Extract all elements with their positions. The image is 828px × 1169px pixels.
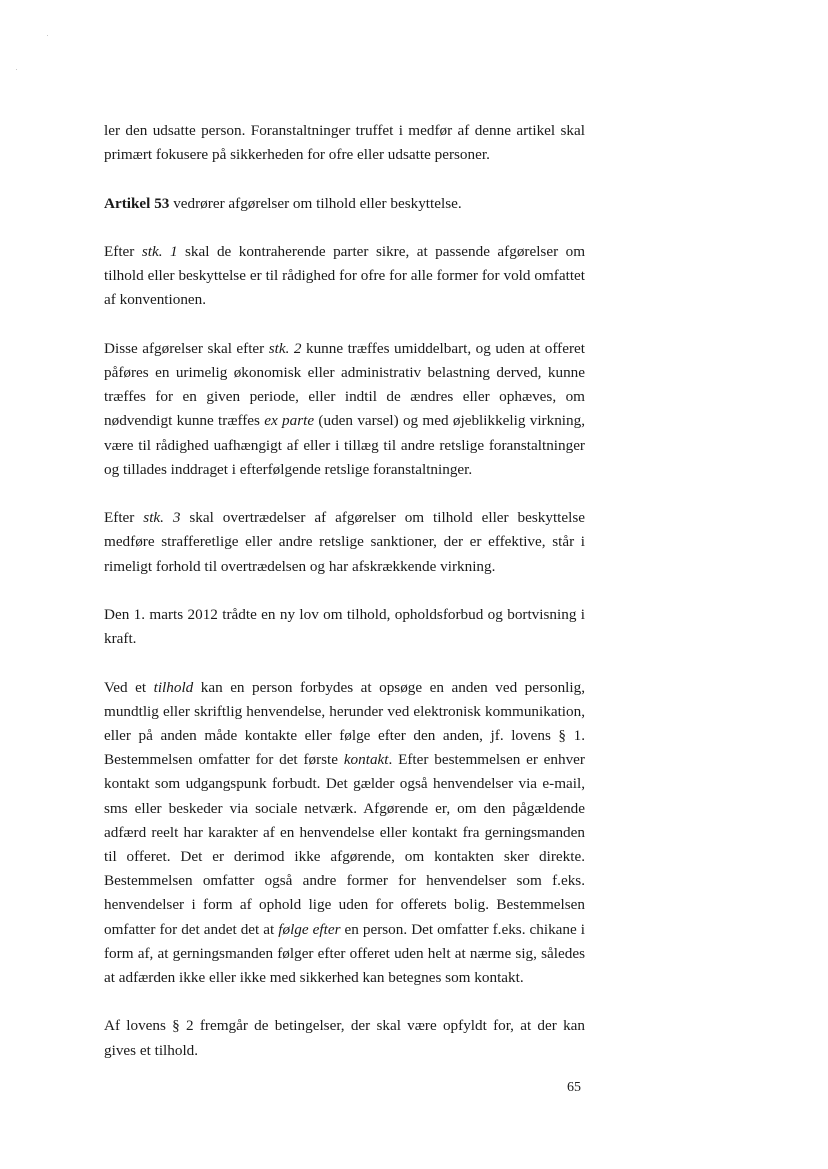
- paragraph-2: [104, 192, 585, 216]
- paragraph-4-text: kunne træffes umiddelbart, og uden at offeret påføres en urimelig økonomisk eller administrativ belastning derved, kunne træffes for en given periode, eller indtil de ændres eller ophæves, om nødvendigt kunne træffes: [104, 339, 586, 430]
- stk-reference: stk. 1: [141, 242, 178, 260]
- paragraph-4: [104, 337, 585, 482]
- paragraph-3: [104, 240, 585, 313]
- scan-speck: [16, 69, 17, 70]
- paragraph-2-text: vedrører afgørelser om tilhold eller beskyttelse.: [169, 194, 462, 212]
- paragraph-8: Af lovens § 2 fremgår de betingelser, der skal være opfyldt for, at der kan gives et tilhold.: [104, 1017, 585, 1059]
- scan-speck: [47, 35, 48, 36]
- paragraph-7-text: en person. Det omfatter f.eks. chikane i form af, at gerningsmanden følger efter offeret uden helt at nærme sig, således at adfærden ikke eller ikke med sikkerhed kan betegnes som kontakt.: [104, 920, 585, 987]
- paragraph-7-text: Ved et: [104, 678, 154, 696]
- term-kontakt: kontakt: [343, 751, 389, 769]
- paragraph-4-text: (uden varsel) og med øjeblikkelig virkning, være til rådighed uafhængigt af eller i tillæg til andre retslige foranstaltninger og tillades inddraget i efterfølgende retslige foranstaltninger.: [104, 412, 585, 478]
- paragraph-3-text: skal de kontraherende parter sikre, at passende afgørelser om tilhold eller beskyttelse er til rådighed for ofre for alle former for vold omfattet af konventionen.: [104, 242, 586, 309]
- paragraph-5-text: skal overtrædelser af afgørelser om tilhold eller beskyttelse medføre strafferetlige eller andre retslige sanktioner, der er effektive, står i rimeligt forhold til overtrædelsen og har afskrækkende virkning.: [104, 509, 585, 575]
- stk-reference: stk. 3: [143, 509, 181, 527]
- paragraph-4-text: Disse afgørelser skal efter: [104, 339, 269, 357]
- latin-term: ex parte: [264, 412, 315, 430]
- paragraph-1: ler den udsatte person. Foranstaltninger truffet i medfør af denne artikel skal primært fokusere på sikkerheden for ofre eller udsatte personer.: [104, 122, 585, 164]
- paragraph-5-text: Efter: [104, 509, 144, 527]
- paragraph-5: [104, 506, 585, 579]
- paragraph-7-text: kan en person forbydes at opsøge en anden ved personlig, mundtlig eller skriftlig henvendelse, herunder ved elektronisk kommunikation, eller på anden måde kontakte eller følge efter den anden, jf. lovens § 1. Bestemmelsen omfatter for det første: [104, 678, 585, 769]
- term-tilhold: tilhold: [153, 678, 194, 696]
- paragraph-7: [104, 676, 585, 991]
- article-heading: Artikel 53: [104, 194, 170, 212]
- paragraph-7-text: . Efter bestemmelsen er enhver kontakt som udgangspunk forbudt. Det gælder også henvendelser via e-mail, sms eller beskeder via sociale netværk. Afgørende er, om den pågældende adfærd reelt har karakter af en henvendelse eller kontakt fra gerningsmanden til offeret. Det er derimod ikke afgørende, om kontakten sker direkte. Bestemmelsen omfatter også andre former for henvendelser som f.eks. henvendelser i form af ophold lige uden for offerets bolig. Bestemmelsen omfatter for det andet det at: [104, 751, 585, 938]
- text-column: [104, 119, 585, 1063]
- paragraph-6: Den 1. marts 2012 trådte en ny lov om tilhold, opholdsforbud og bortvisning i kraft.: [104, 605, 585, 648]
- term-foelge-efter: følge efter: [278, 920, 341, 938]
- stk-reference: stk. 2: [268, 339, 302, 357]
- page-number: 65: [567, 1080, 581, 1095]
- paragraph-3-text: Efter: [104, 242, 142, 260]
